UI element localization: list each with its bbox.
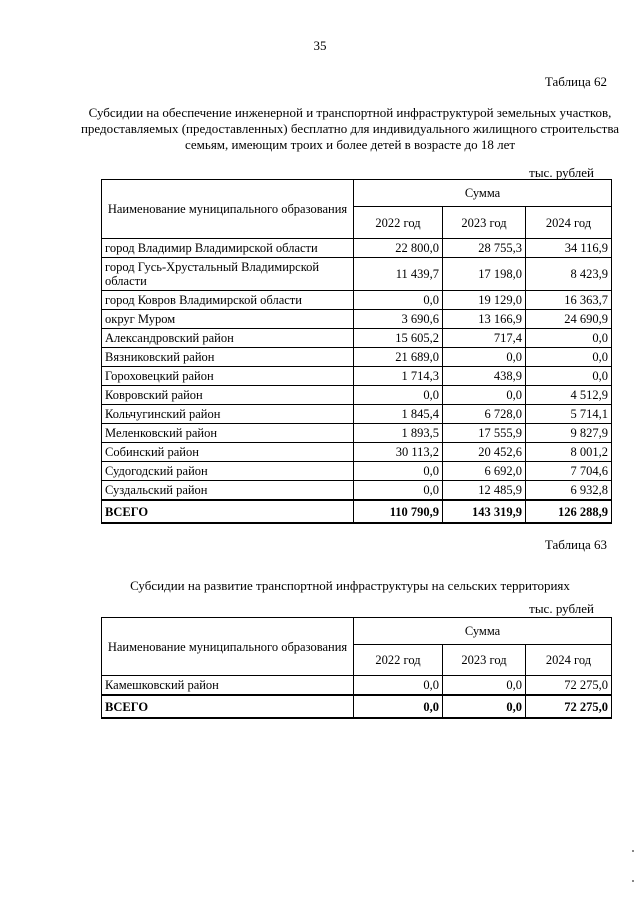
value-2024: 5 714,1: [526, 405, 612, 424]
value-2023: 0,0: [443, 695, 526, 718]
value-2024: 34 116,9: [526, 239, 612, 258]
municipality-name: город Ковров Владимирской области: [102, 291, 354, 310]
value-2022: 0,0: [354, 676, 443, 696]
total-row: [102, 500, 612, 523]
value-2022: 0,0: [354, 291, 443, 310]
value-2022: 0,0: [354, 481, 443, 501]
value-2023: 17 198,0: [443, 258, 526, 291]
value-2024: 0,0: [526, 367, 612, 386]
table-row: [102, 291, 612, 310]
value-2023: 0,0: [443, 386, 526, 405]
municipality-name: Гороховецкий район: [102, 367, 354, 386]
table-62-body: [102, 239, 612, 524]
page-number: 35: [313, 38, 327, 53]
table-row: [102, 367, 612, 386]
municipality-name: Александровский район: [102, 329, 354, 348]
value-2023: 6 692,0: [443, 462, 526, 481]
table-row: [102, 462, 612, 481]
value-2023: 0,0: [443, 676, 526, 696]
value-2022: 0,0: [354, 462, 443, 481]
table-row: [102, 443, 612, 462]
value-2023: 17 555,9: [443, 424, 526, 443]
column-header-year: 2023 год: [443, 207, 526, 239]
column-header-sum: Сумма: [354, 180, 612, 207]
value-2024: 4 512,9: [526, 386, 612, 405]
municipality-name: Кольчугинский район: [102, 405, 354, 424]
value-2024: 7 704,6: [526, 462, 612, 481]
value-2023: 0,0: [443, 348, 526, 367]
column-header-year: 2024 год: [526, 645, 612, 676]
value-2022: 30 113,2: [354, 443, 443, 462]
table-row: [102, 386, 612, 405]
value-2022: 1 845,4: [354, 405, 443, 424]
municipality-name: ВСЕГО: [102, 695, 354, 718]
scan-speck: [632, 880, 634, 882]
value-2024: 8 423,9: [526, 258, 612, 291]
municipality-name: ВСЕГО: [102, 500, 354, 523]
table-62-title: Субсидии на обеспечение инженерной и транспортной инфраструктурой земельных участков, предоставляемых (предоставленных) бесплатно для индивидуального жилищного строительства семьям, имеющим троих и более детей в возрасте до 18 лет: [80, 105, 620, 152]
table-row: [102, 424, 612, 443]
value-2023: 13 166,9: [443, 310, 526, 329]
municipality-name: Суздальский район: [102, 481, 354, 501]
value-2022: 0,0: [354, 695, 443, 718]
column-header-name: Наименование муниципального образования: [102, 618, 354, 676]
value-2024: 8 001,2: [526, 443, 612, 462]
table-row: [102, 676, 612, 696]
column-header-year: 2022 год: [354, 645, 443, 676]
value-2024: 0,0: [526, 329, 612, 348]
value-2022: 21 689,0: [354, 348, 443, 367]
table-row: [102, 239, 612, 258]
value-2022: 110 790,9: [354, 500, 443, 523]
table-63-units: тыс. рублей: [529, 601, 594, 616]
value-2022: 0,0: [354, 386, 443, 405]
table-62-label: Таблица 62: [544, 74, 607, 89]
municipality-name: округ Муром: [102, 310, 354, 329]
column-header-year: 2023 год: [443, 645, 526, 676]
total-row: [102, 695, 612, 718]
value-2022: 11 439,7: [354, 258, 443, 291]
table-row: [102, 481, 612, 501]
value-2023: 12 485,9: [443, 481, 526, 501]
value-2024: 72 275,0: [526, 676, 612, 696]
table-row: [102, 329, 612, 348]
value-2024: 72 275,0: [526, 695, 612, 718]
column-header-name: Наименование муниципального образования: [102, 180, 354, 239]
value-2022: 3 690,6: [354, 310, 443, 329]
table-row: [102, 405, 612, 424]
value-2023: 438,9: [443, 367, 526, 386]
value-2023: 143 319,9: [443, 500, 526, 523]
table-63-body: [102, 676, 612, 719]
municipality-name: Меленковский район: [102, 424, 354, 443]
column-header-year: 2022 год: [354, 207, 443, 239]
value-2022: 1 893,5: [354, 424, 443, 443]
value-2022: 1 714,3: [354, 367, 443, 386]
value-2022: 22 800,0: [354, 239, 443, 258]
table-row: [102, 348, 612, 367]
value-2024: 16 363,7: [526, 291, 612, 310]
scan-speck: [632, 850, 634, 852]
municipality-name: Собинский район: [102, 443, 354, 462]
table-63: [101, 617, 612, 719]
value-2023: 28 755,3: [443, 239, 526, 258]
value-2023: 20 452,6: [443, 443, 526, 462]
column-header-sum: Сумма: [354, 618, 612, 645]
value-2024: 24 690,9: [526, 310, 612, 329]
value-2023: 19 129,0: [443, 291, 526, 310]
table-row: [102, 258, 612, 291]
value-2023: 717,4: [443, 329, 526, 348]
municipality-name: Вязниковский район: [102, 348, 354, 367]
value-2022: 15 605,2: [354, 329, 443, 348]
value-2024: 9 827,9: [526, 424, 612, 443]
table-62: [101, 179, 612, 524]
municipality-name: город Владимир Владимирской области: [102, 239, 354, 258]
municipality-name: Судогодский район: [102, 462, 354, 481]
table-63-label: Таблица 63: [544, 537, 607, 552]
value-2024: 0,0: [526, 348, 612, 367]
municipality-name: город Гусь-Хрустальный Владимирской области: [102, 258, 354, 291]
table-63-title: Субсидии на развитие транспортной инфраструктуры на сельских территориях: [130, 578, 570, 593]
value-2024: 6 932,8: [526, 481, 612, 501]
table-62-units: тыс. рублей: [529, 165, 594, 180]
municipality-name: Камешковский район: [102, 676, 354, 696]
value-2023: 6 728,0: [443, 405, 526, 424]
value-2024: 126 288,9: [526, 500, 612, 523]
table-row: [102, 310, 612, 329]
column-header-year: 2024 год: [526, 207, 612, 239]
municipality-name: Ковровский район: [102, 386, 354, 405]
